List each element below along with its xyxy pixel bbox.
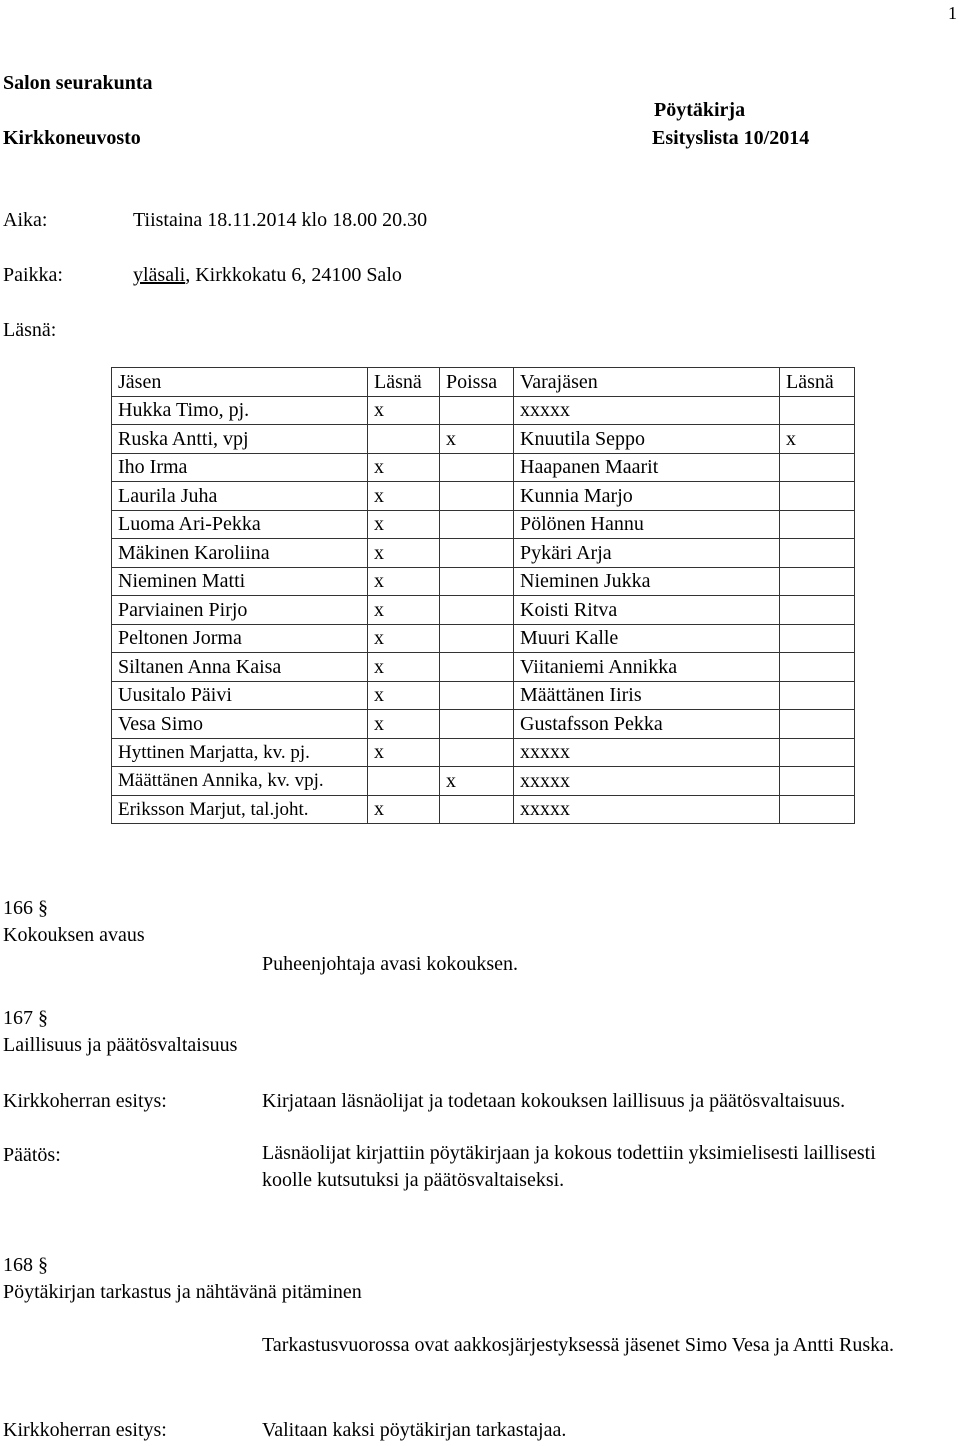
present-label: Läsnä:	[3, 319, 57, 341]
place-address: , Kirkkokatu 6, 24100 Salo	[185, 264, 402, 286]
attendance-table	[111, 367, 855, 824]
cell-substitute: xxxxx	[514, 795, 780, 824]
cell-substitute-present	[780, 795, 855, 824]
cell-present: x	[368, 510, 440, 539]
table-row	[112, 710, 855, 739]
cell-present	[368, 425, 440, 454]
cell-present: x	[368, 567, 440, 596]
cell-substitute: xxxxx	[514, 738, 780, 767]
cell-absent	[440, 453, 514, 482]
cell-substitute: Haapanen Maarit	[514, 453, 780, 482]
section-168-text: Tarkastusvuorossa ovat aakkosjärjestyksessä jäsenet Simo Vesa ja Antti Ruska.	[262, 1334, 895, 1356]
cell-present: x	[368, 738, 440, 767]
place-label: Paikka:	[3, 264, 63, 286]
cell-member: Hukka Timo, pj.	[112, 396, 368, 425]
cell-substitute: Kunnia Marjo	[514, 482, 780, 511]
place-room: yläsali	[133, 264, 186, 286]
cell-absent	[440, 567, 514, 596]
cell-member: Iho Irma	[112, 453, 368, 482]
cell-member: Luoma Ari-Pekka	[112, 510, 368, 539]
cell-absent	[440, 539, 514, 568]
cell-substitute-present	[780, 567, 855, 596]
header-cell-present: Läsnä	[368, 368, 440, 397]
cell-absent	[440, 653, 514, 682]
header-cell-substitute: Varajäsen	[514, 368, 780, 397]
cell-present: x	[368, 653, 440, 682]
section-166-text: Puheenjohtaja avasi kokouksen.	[262, 953, 519, 975]
cell-substitute-present	[780, 396, 855, 425]
organization-name: Salon seurakunta	[3, 72, 153, 94]
section-167-number: 167 §	[3, 1007, 48, 1029]
table-header-row	[112, 368, 855, 397]
cell-absent	[440, 510, 514, 539]
table-row	[112, 396, 855, 425]
cell-substitute: Pykäri Arja	[514, 539, 780, 568]
cell-present: x	[368, 482, 440, 511]
page-number: 1	[948, 3, 957, 23]
table-row	[112, 510, 855, 539]
table-row	[112, 425, 855, 454]
cell-substitute: xxxxx	[514, 396, 780, 425]
cell-substitute-present	[780, 653, 855, 682]
agenda-number: Esityslista 10/2014	[652, 127, 810, 149]
cell-present	[368, 767, 440, 796]
cell-substitute: Muuri Kalle	[514, 624, 780, 653]
cell-substitute-present	[780, 482, 855, 511]
time-label: Aika:	[3, 209, 48, 231]
section-168-proposal-label: Kirkkoherran esitys:	[3, 1419, 167, 1441]
table-row	[112, 795, 855, 824]
table-row	[112, 624, 855, 653]
cell-substitute: xxxxx	[514, 767, 780, 796]
cell-member: Ruska Antti, vpj	[112, 425, 368, 454]
section-168-number: 168 §	[3, 1254, 48, 1276]
cell-member: Peltonen Jorma	[112, 624, 368, 653]
section-167-proposal-text: Kirjataan läsnäolijat ja todetaan kokouksen laillisuus ja päätösvaltaisuus.	[262, 1090, 846, 1112]
cell-absent	[440, 738, 514, 767]
cell-member: Siltanen Anna Kaisa	[112, 653, 368, 682]
cell-substitute-present	[780, 738, 855, 767]
cell-member: Eriksson Marjut, tal.joht.	[112, 795, 368, 824]
table-row	[112, 453, 855, 482]
cell-substitute-present	[780, 767, 855, 796]
attendance-table-body	[112, 368, 855, 824]
table-row	[112, 482, 855, 511]
cell-member: Hyttinen Marjatta, kv. pj.	[112, 738, 368, 767]
cell-absent	[440, 396, 514, 425]
table-row	[112, 767, 855, 796]
cell-substitute-present	[780, 539, 855, 568]
cell-substitute-present	[780, 681, 855, 710]
table-row	[112, 681, 855, 710]
time-value: Tiistaina 18.11.2014 klo 18.00 20.30	[133, 209, 428, 231]
section-168-title: Pöytäkirjan tarkastus ja nähtävänä pitäminen	[3, 1281, 362, 1303]
cell-absent	[440, 482, 514, 511]
section-168-proposal-text: Valitaan kaksi pöytäkirjan tarkastajaa.	[262, 1419, 567, 1441]
cell-absent	[440, 795, 514, 824]
cell-substitute: Gustafsson Pekka	[514, 710, 780, 739]
cell-present: x	[368, 596, 440, 625]
cell-substitute-present	[780, 624, 855, 653]
section-167-title: Laillisuus ja päätösvaltaisuus	[3, 1034, 238, 1056]
cell-member: Laurila Juha	[112, 482, 368, 511]
cell-substitute: Viitaniemi Annikka	[514, 653, 780, 682]
cell-absent	[440, 596, 514, 625]
cell-present: x	[368, 795, 440, 824]
section-167-decision-label: Päätös:	[3, 1144, 61, 1166]
cell-substitute-present	[780, 596, 855, 625]
cell-present: x	[368, 453, 440, 482]
section-167-decision-text: Läsnäolijat kirjattiin pöytäkirjaan ja kokous todettiin yksimielisesti laillisesti koolle kutsutuksi ja päätösvaltaiseksi.	[262, 1142, 876, 1191]
place-value	[133, 265, 402, 285]
section-166-number: 166 §	[3, 897, 48, 919]
cell-substitute: Määttänen Iiris	[514, 681, 780, 710]
cell-member: Määttänen Annika, kv. vpj.	[112, 767, 368, 796]
cell-member: Vesa Simo	[112, 710, 368, 739]
cell-absent	[440, 624, 514, 653]
cell-substitute: Pölönen Hannu	[514, 510, 780, 539]
cell-member: Parviainen Pirjo	[112, 596, 368, 625]
cell-absent: x	[440, 767, 514, 796]
cell-substitute-present: x	[780, 425, 855, 454]
cell-absent	[440, 710, 514, 739]
table-row	[112, 738, 855, 767]
cell-member: Mäkinen Karoliina	[112, 539, 368, 568]
cell-present: x	[368, 710, 440, 739]
cell-present: x	[368, 396, 440, 425]
cell-member: Nieminen Matti	[112, 567, 368, 596]
table-row	[112, 539, 855, 568]
section-167-proposal-label: Kirkkoherran esitys:	[3, 1090, 167, 1112]
cell-absent	[440, 681, 514, 710]
cell-present: x	[368, 681, 440, 710]
cell-substitute-present	[780, 710, 855, 739]
section-166-title: Kokouksen avaus	[3, 924, 145, 946]
cell-substitute: Nieminen Jukka	[514, 567, 780, 596]
table-row	[112, 567, 855, 596]
cell-substitute: Koisti Ritva	[514, 596, 780, 625]
cell-substitute-present	[780, 510, 855, 539]
document-type: Pöytäkirja	[654, 99, 746, 121]
cell-substitute: Knuutila Seppo	[514, 425, 780, 454]
cell-member: Uusitalo Päivi	[112, 681, 368, 710]
cell-absent: x	[440, 425, 514, 454]
cell-present: x	[368, 624, 440, 653]
table-row	[112, 653, 855, 682]
header-cell-absent: Poissa	[440, 368, 514, 397]
cell-present: x	[368, 539, 440, 568]
body-name: Kirkkoneuvosto	[3, 127, 141, 149]
cell-substitute-present	[780, 453, 855, 482]
table-row	[112, 596, 855, 625]
header-cell-substitute-present: Läsnä	[780, 368, 855, 397]
header-cell-member: Jäsen	[112, 368, 368, 397]
